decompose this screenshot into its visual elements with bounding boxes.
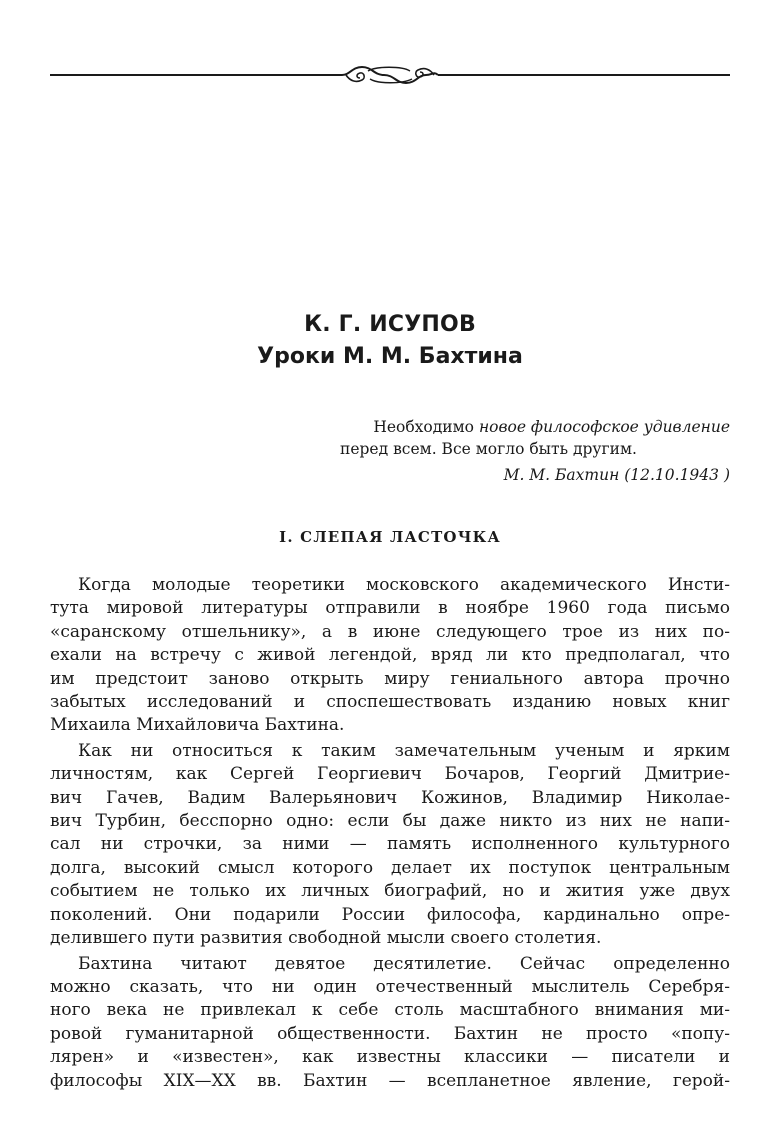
section-heading: I. СЛЕПАЯ ЛАСТОЧКА — [279, 528, 501, 546]
text-line: можно сказать, что ни один отечественный мыслитель Серебря- — [50, 976, 730, 997]
text-line: философы XIX—XX вв. Бахтин — всепланетное явление, герой- — [50, 1070, 730, 1091]
text-line: забытых исследований и споспешествовать изданию новых книг — [50, 692, 730, 713]
text-line: вич Гачев, Вадим Валерьянович Кожинов, Владимир Николае- — [50, 787, 730, 808]
paragraph-2 — [50, 740, 730, 951]
text-line: сал ни строчки, за ними — память исполненного культурного — [50, 834, 730, 855]
text-line: ного века не привлекал к себе столь масштабного внимания ми- — [50, 1000, 730, 1021]
ornamental-divider — [50, 62, 730, 88]
text-line: Как ни относиться к таким замечательным ученым и ярким — [78, 740, 730, 761]
epigraph — [340, 416, 730, 486]
epigraph-line-1-italic: новое философское удивление — [478, 418, 730, 436]
text-line: тута мировой литературы отправили в ноябре 1960 года письмо — [50, 598, 730, 619]
text-line: делившего пути развития свободной мысли своего столетия. — [50, 928, 602, 949]
text-line: Когда молодые теоретики московского академического Инсти- — [78, 575, 730, 595]
text-line: поколений. Они подарили России философа, кардинально опре- — [50, 904, 730, 925]
text-line: ехали на встречу с живой легендой, вряд ли кто предполагал, что — [50, 645, 730, 666]
paragraph-1 — [50, 574, 730, 738]
text-line: личностям, как Сергей Георгиевич Бочаров, Георгий Дмитрие- — [50, 764, 730, 785]
text-line: вич Турбин, бесспорно одно: если бы даже никто из них не напи- — [50, 811, 730, 832]
article-author: К. Г. ИСУПОВ — [304, 312, 476, 337]
paragraph-3 — [50, 953, 730, 1093]
text-line: Бахтина читают девятое десятилетие. Сейчас определенно — [78, 953, 730, 974]
text-line: «саранскому отшельнику», а в июне следующего трое из них по- — [50, 621, 730, 642]
text-line: ровой гуманитарной общественности. Бахтин не просто «попу- — [50, 1023, 730, 1044]
text-line: долга, высокий смысл которого делает их поступок центральным — [50, 857, 730, 878]
text-line: Михаила Михайловича Бахтина. — [50, 715, 345, 736]
epigraph-line-1-plain: Необходимо — [373, 418, 479, 436]
epigraph-attribution: М. М. Бахтин (12.10.1943 ) — [503, 466, 730, 484]
text-line: лярен» и «известен», как известны классики — писатели и — [50, 1047, 730, 1068]
article-body — [50, 574, 730, 1093]
flourish-divider-icon — [50, 62, 730, 88]
text-line: им предстоит заново открыть миру гениального автора прочно — [50, 668, 730, 689]
article-title: Уроки М. М. Бахтина — [257, 344, 523, 369]
epigraph-line-2: перед всем. Все могло быть другим. — [340, 440, 637, 458]
text-line: событием не только их личных биографий, но и жития уже двух — [50, 881, 730, 902]
epigraph-line-1 — [340, 416, 730, 438]
